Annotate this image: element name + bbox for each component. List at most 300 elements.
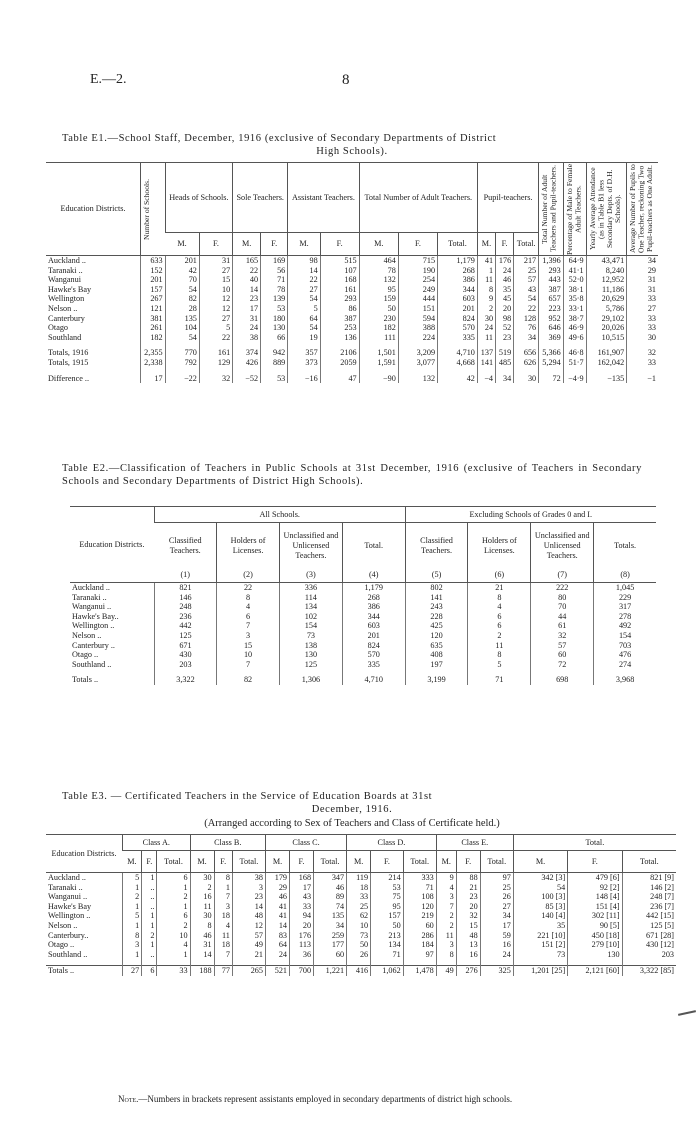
cell-value: 24 (233, 323, 261, 333)
row-label: Hawke's Bay.. (72, 611, 119, 621)
col-total: Total. (314, 851, 347, 873)
cell-value: 259 (314, 931, 347, 941)
cell-value: 27 (288, 285, 320, 295)
page-number: 8 (342, 72, 350, 88)
cell-value: 54 (165, 285, 199, 295)
table-row (70, 650, 656, 660)
cell-value: 7 (217, 660, 280, 670)
cell-value: 464 (359, 256, 398, 266)
col-f: F. (398, 233, 437, 256)
col-f: F. (456, 851, 480, 873)
cell-value: 3 (214, 902, 232, 912)
cell-value: 386 (342, 602, 405, 612)
cell-value: 3 (436, 892, 456, 902)
cell-value: 29,102 (586, 314, 627, 324)
cell-value: 46·8 (563, 348, 586, 358)
cell-value: 54 (165, 333, 199, 343)
cell-value: 1 (157, 902, 190, 912)
cell-value: 317 (594, 602, 656, 612)
cell-value: 1,045 (594, 583, 656, 593)
cell-value: 157 (371, 911, 404, 921)
row-label: Southland .. (48, 949, 88, 959)
cell-value: 14 (233, 285, 261, 295)
table-row (70, 631, 656, 641)
cell-value: 646 (539, 323, 564, 333)
table-row (46, 275, 658, 285)
cell-value: 267 (141, 294, 166, 304)
cell-value: 24 (480, 950, 513, 960)
cell-value: 10 (217, 650, 280, 660)
cell-value: 25 (347, 902, 371, 912)
cell-value: 2106 (320, 348, 359, 358)
table-e1-caption: Table E1.—School Staff, December, 1916 (exclusive of Secondary Departments of District High Schools). (62, 133, 497, 157)
cell-value: 268 (438, 266, 478, 276)
col-f: F. (320, 233, 359, 256)
cell-value: 85 [3] (513, 902, 567, 912)
cell-value: 30 (477, 314, 495, 324)
table-row (46, 883, 676, 893)
cell-value: 1 (123, 950, 142, 960)
cell-value: 1,179 (342, 583, 405, 593)
cell-value: 80 (531, 593, 594, 603)
cell-value: 4 (436, 883, 456, 893)
cell-value: 30 (627, 333, 658, 343)
cell-value: 14 (190, 950, 214, 960)
cell-value: 33·1 (563, 304, 586, 314)
cell-value: 16 (480, 940, 513, 950)
cell-value: 48 (232, 911, 265, 921)
cell-value: 13 (456, 940, 480, 950)
table-row (46, 940, 676, 950)
cell-value: 279 [10] (568, 940, 622, 950)
cell-value: 57 (232, 931, 265, 941)
cell-value: 381 (141, 314, 166, 324)
cell-value: 33 (627, 323, 658, 333)
cell-value: 29 (265, 883, 289, 893)
cell-value: 12 (199, 304, 232, 314)
cell-value: 213 (371, 931, 404, 941)
cell-value: 11,186 (586, 285, 627, 295)
cell-value: 4 (157, 940, 190, 950)
cell-value: 821 (154, 583, 216, 593)
totals-row (46, 358, 658, 368)
cell-value: 132 (398, 374, 437, 384)
cell-value: 38·1 (563, 285, 586, 295)
cell-value: 53 (261, 304, 288, 314)
cell-value: 357 (288, 348, 320, 358)
row-label: Hawke's Bay (48, 284, 92, 294)
cell-value: 34 (314, 921, 347, 931)
cell-value: 2 (477, 304, 495, 314)
cell-value: 2,121 [60] (568, 966, 622, 976)
table-row (46, 873, 676, 883)
cell-value: 4 (217, 602, 280, 612)
cell-value: 14 (232, 902, 265, 912)
cell-value: 1 (123, 921, 142, 931)
cell-value: 203 (622, 950, 676, 960)
cell-value: 21 (468, 583, 531, 593)
col-percentage: Percentage of Male to Female Adult Teachers. (563, 163, 586, 256)
cell-value: 214 (371, 873, 404, 883)
cell-value: 19 (288, 333, 320, 343)
cell-value: 603 (342, 621, 405, 631)
cell-value: 5,294 (539, 358, 564, 368)
cell-value: 821 [9] (622, 873, 676, 883)
cell-value: 98 (496, 314, 514, 324)
cell-value: −4 (477, 374, 495, 384)
cell-value: 8 (468, 593, 531, 603)
cell-value: 603 (438, 294, 478, 304)
cell-value: 33 (290, 902, 314, 912)
row-label: Totals .. (72, 675, 99, 685)
cell-value: 336 (279, 583, 342, 593)
cell-value: 4,710 (342, 675, 405, 685)
cell-value: 387 (539, 285, 564, 295)
row-label: Wanganui (48, 275, 81, 285)
cell-value: 1,306 (279, 675, 342, 685)
cell-value: 1 (142, 921, 157, 931)
cell-value: 792 (165, 358, 199, 368)
col-m: M. (288, 233, 320, 256)
cell-value: 71 (403, 883, 436, 893)
cell-value: 6 (142, 966, 157, 976)
cell-value: 14 (265, 921, 289, 931)
cell-value: 3,199 (405, 675, 468, 685)
cell-value: 229 (594, 593, 656, 603)
cell-value: −135 (586, 374, 627, 384)
cell-value: 425 (405, 621, 468, 631)
col-total: Total. (403, 851, 436, 873)
cell-value: 35·8 (563, 294, 586, 304)
cell-value: 62 (347, 911, 371, 921)
cell-value: 27 (123, 966, 142, 976)
cell-value: 3,322 [85] (622, 966, 676, 976)
cell-value: 52 (496, 323, 514, 333)
cell-value: 49·6 (563, 333, 586, 343)
cell-value: 24 (265, 950, 289, 960)
cell-value: 71 (261, 275, 288, 285)
cell-value: 16 (190, 892, 214, 902)
cell-value: 335 (438, 333, 478, 343)
cell-value: 51·7 (563, 358, 586, 368)
row-label: Wellington (48, 294, 85, 304)
cell-value: 50 (359, 304, 398, 314)
cell-value: 1 (123, 883, 142, 893)
col-f: F. (568, 851, 622, 873)
cell-value: 159 (359, 294, 398, 304)
cell-value: 72 (539, 374, 564, 384)
table-row (46, 285, 658, 295)
row-label: Auckland .. (48, 873, 86, 882)
table-row (46, 304, 658, 314)
cell-value: 180 (261, 314, 288, 324)
cell-value: 386 (438, 275, 478, 285)
cell-value: 4 (468, 602, 531, 612)
cell-value: −52 (233, 374, 261, 384)
col-adult: Total Number of Adult Teachers. (359, 163, 477, 233)
cell-value: 15 (217, 641, 280, 651)
col-heading: Total. (342, 523, 405, 569)
cell-value: 8 (436, 950, 456, 960)
row-label: Taranaki .. (48, 265, 83, 275)
col-sole: Sole Teachers. (233, 163, 288, 233)
cell-value: 276 (456, 966, 480, 976)
cell-value: 671 [28] (622, 931, 676, 941)
cell-value: 30 (190, 911, 214, 921)
row-label: Auckland .. (48, 256, 86, 265)
cell-value: 11 (477, 275, 495, 285)
cell-value: 151 [4] (568, 902, 622, 912)
cell-value: .. (142, 883, 157, 893)
col-total: Total. (157, 851, 190, 873)
cell-value: 10 (347, 921, 371, 931)
table-e2-caption: Table E2.—Classification of Teachers in Public Schools at 31st December, 1916 (exclusive of Teachers in Secondary Schools and Secondary Departments of District High Schools). (62, 463, 642, 487)
cell-value: 82 (217, 675, 280, 685)
cell-value: 442 [15] (622, 911, 676, 921)
margin-mark (678, 1010, 696, 1016)
cell-value: 154 (594, 631, 656, 641)
cell-value: 444 (398, 294, 437, 304)
cell-value: 41 (477, 256, 495, 266)
cell-value: 125 (154, 631, 216, 641)
cell-value: 38 (232, 873, 265, 883)
col-heading: Holders of Licenses. (217, 523, 280, 569)
cell-value: 134 (279, 602, 342, 612)
cell-value: 2 (436, 911, 456, 921)
col-m: M. (359, 233, 398, 256)
cell-value: 223 (539, 304, 564, 314)
cell-value: 125 [5] (622, 921, 676, 931)
cell-value: 130 (568, 950, 622, 960)
cell-value: 34 (496, 374, 514, 384)
row-label: Otago .. (72, 650, 99, 660)
table-row (46, 892, 676, 902)
cell-value: 54 (514, 294, 539, 304)
cell-value: 168 (320, 275, 359, 285)
cell-value: 35 (496, 285, 514, 295)
col-district: Education Districts. (46, 163, 141, 256)
cell-value: 23 (232, 892, 265, 902)
row-label: Canterbury.. (48, 930, 89, 940)
cell-value: 219 (403, 911, 436, 921)
cell-value: 570 (438, 323, 478, 333)
cell-value: 221 [10] (513, 931, 567, 941)
cell-value: 64 (288, 314, 320, 324)
col-attendance: Yearly Average Attendance (as in Table B1 less Secondary Depts. of D.H. Schools). (586, 163, 627, 256)
col-m: M. (190, 851, 214, 873)
cell-value: 11 (436, 931, 456, 941)
cell-value: 108 (403, 892, 436, 902)
cell-value: 49 (232, 940, 265, 950)
cell-value: 66 (261, 333, 288, 343)
cell-value: 254 (398, 275, 437, 285)
cell-value: 137 (477, 348, 495, 358)
cell-value: 95 (359, 285, 398, 295)
cell-value: 18 (214, 940, 232, 950)
cell-value: 46 (190, 931, 214, 941)
cell-value: 222 (531, 583, 594, 593)
cell-value: 5 (123, 911, 142, 921)
col-total: Total. (232, 851, 265, 873)
col-number: (3) (279, 569, 342, 583)
cell-value: 32 (627, 348, 658, 358)
cell-value: 38·7 (563, 314, 586, 324)
row-label: Totals .. (46, 966, 123, 976)
cell-value: 72 (531, 660, 594, 670)
cell-value: 10 (199, 285, 232, 295)
cell-value: 5 (123, 873, 142, 883)
cell-value: 443 (539, 275, 564, 285)
cell-value: 515 (320, 256, 359, 266)
cell-value: 18 (214, 911, 232, 921)
cell-value: 31 (190, 940, 214, 950)
cell-value: 31 (233, 314, 261, 324)
cell-value: 25 (514, 266, 539, 276)
cell-value: 57 (531, 641, 594, 651)
cell-value: 442 (154, 621, 216, 631)
cell-value: 60 (314, 950, 347, 960)
cell-value: 236 [7] (622, 902, 676, 912)
cell-value: 3 (123, 940, 142, 950)
cell-value: 136 (320, 333, 359, 343)
cell-value: 64·9 (563, 256, 586, 266)
col-number: (6) (468, 569, 531, 583)
cell-value: 430 (154, 650, 216, 660)
row-label: Wanganui .. (48, 892, 88, 902)
cell-value: 2 (157, 892, 190, 902)
cell-value: 76 (514, 323, 539, 333)
cell-value: 416 (347, 966, 371, 976)
row-label: Wellington .. (48, 911, 91, 921)
cell-value: 3,322 (154, 675, 216, 685)
cell-value: 18 (347, 883, 371, 893)
cell-value: 4,668 (438, 358, 478, 368)
row-label: Otago .. (48, 940, 75, 950)
cell-value: 78 (261, 285, 288, 295)
cell-value: 33 (627, 314, 658, 324)
cell-value: 1,478 (403, 966, 436, 976)
cell-value: 20,026 (586, 323, 627, 333)
cell-value: 41·1 (563, 266, 586, 276)
cell-value: 152 (141, 266, 166, 276)
cell-value: 633 (141, 256, 166, 266)
cell-value: 6 (468, 621, 531, 631)
totals-row (70, 675, 656, 685)
table-e2 (70, 506, 656, 685)
col-m: M. (233, 233, 261, 256)
cell-value: 335 (342, 660, 405, 670)
col-m: M. (123, 851, 142, 873)
cell-value: 165 (233, 256, 261, 266)
cell-value: 46·9 (563, 323, 586, 333)
cell-value: 46 (496, 275, 514, 285)
cell-value: 33 (347, 892, 371, 902)
cell-value: 1 (214, 883, 232, 893)
col-total: Total. (438, 233, 478, 256)
cell-value: 2 (436, 921, 456, 931)
row-label: Auckland .. (72, 583, 110, 592)
cell-value: 3,968 (594, 675, 656, 685)
table-row (46, 911, 676, 921)
cell-value: 31 (199, 256, 232, 266)
cell-value: 1,501 (359, 348, 398, 358)
cell-value: 176 (290, 931, 314, 941)
cell-value: 49 (436, 966, 456, 976)
cell-value: 70 (531, 602, 594, 612)
cell-value: 635 (405, 641, 468, 651)
cell-value: 27 (199, 314, 232, 324)
cell-value: 286 (403, 931, 436, 941)
cell-value: 2 (123, 892, 142, 902)
cell-value: 1,062 (371, 966, 404, 976)
cell-value: 7 (217, 621, 280, 631)
cell-value: 77 (214, 966, 232, 976)
col-m: M. (265, 851, 289, 873)
cell-value: 889 (261, 358, 288, 368)
table-e3-caption: Table E3. — Certificated Teachers in the Service of Education Boards at 31st December, 1916. (62, 791, 433, 815)
cell-value: 2059 (320, 358, 359, 368)
cell-value: 22 (199, 333, 232, 343)
cell-value: 6 (468, 612, 531, 622)
cell-value: 60 (531, 650, 594, 660)
cell-value: 54 (288, 294, 320, 304)
table-e3-note: Note.—Numbers in brackets represent assistants employed in secondary departments of district high schools. (118, 1094, 513, 1104)
cell-value: 7 (214, 950, 232, 960)
col-heading: Totals. (594, 523, 656, 569)
table-row (70, 660, 656, 670)
cell-value: 107 (320, 266, 359, 276)
cell-value: 113 (290, 940, 314, 950)
cell-value: 125 (279, 660, 342, 670)
page-header-left: E.—2. (90, 72, 127, 87)
cell-value: 86 (320, 304, 359, 314)
cell-value: 88 (456, 873, 480, 883)
cell-value: 182 (141, 333, 166, 343)
cell-value: 97 (480, 873, 513, 883)
cell-value: 59 (480, 931, 513, 941)
cell-value: 5 (468, 660, 531, 670)
cell-value: 236 (154, 612, 216, 622)
cell-value: 82 (165, 294, 199, 304)
table-row (46, 333, 658, 343)
cell-value: 3 (232, 883, 265, 893)
cell-value: 135 (165, 314, 199, 324)
cell-value: 179 (265, 873, 289, 883)
cell-value: 161 (320, 285, 359, 295)
cell-value: 190 (398, 266, 437, 276)
row-label: Nelson .. (72, 630, 102, 640)
cell-value: 1 (123, 902, 142, 912)
col-assistant: Assistant Teachers. (288, 163, 359, 233)
cell-value: 8 (477, 285, 495, 295)
col-heading: Unclassified and Unlicensed Teachers. (279, 523, 342, 569)
cell-value: 11 (468, 641, 531, 651)
cell-value: 90 [5] (568, 921, 622, 931)
cell-value: 278 (594, 612, 656, 622)
cell-value: 57 (514, 275, 539, 285)
cell-value: 347 (314, 873, 347, 883)
cell-value: 64 (265, 940, 289, 950)
cell-value: 130 (261, 323, 288, 333)
cell-value: 6 (157, 873, 190, 883)
cell-value: 570 (342, 650, 405, 660)
cell-value: 47 (320, 374, 359, 384)
cell-value: 134 (371, 940, 404, 950)
cell-value: 34 (480, 911, 513, 921)
cell-value: 7 (214, 892, 232, 902)
cell-value: −4·9 (563, 374, 586, 384)
cell-value: 102 (279, 612, 342, 622)
